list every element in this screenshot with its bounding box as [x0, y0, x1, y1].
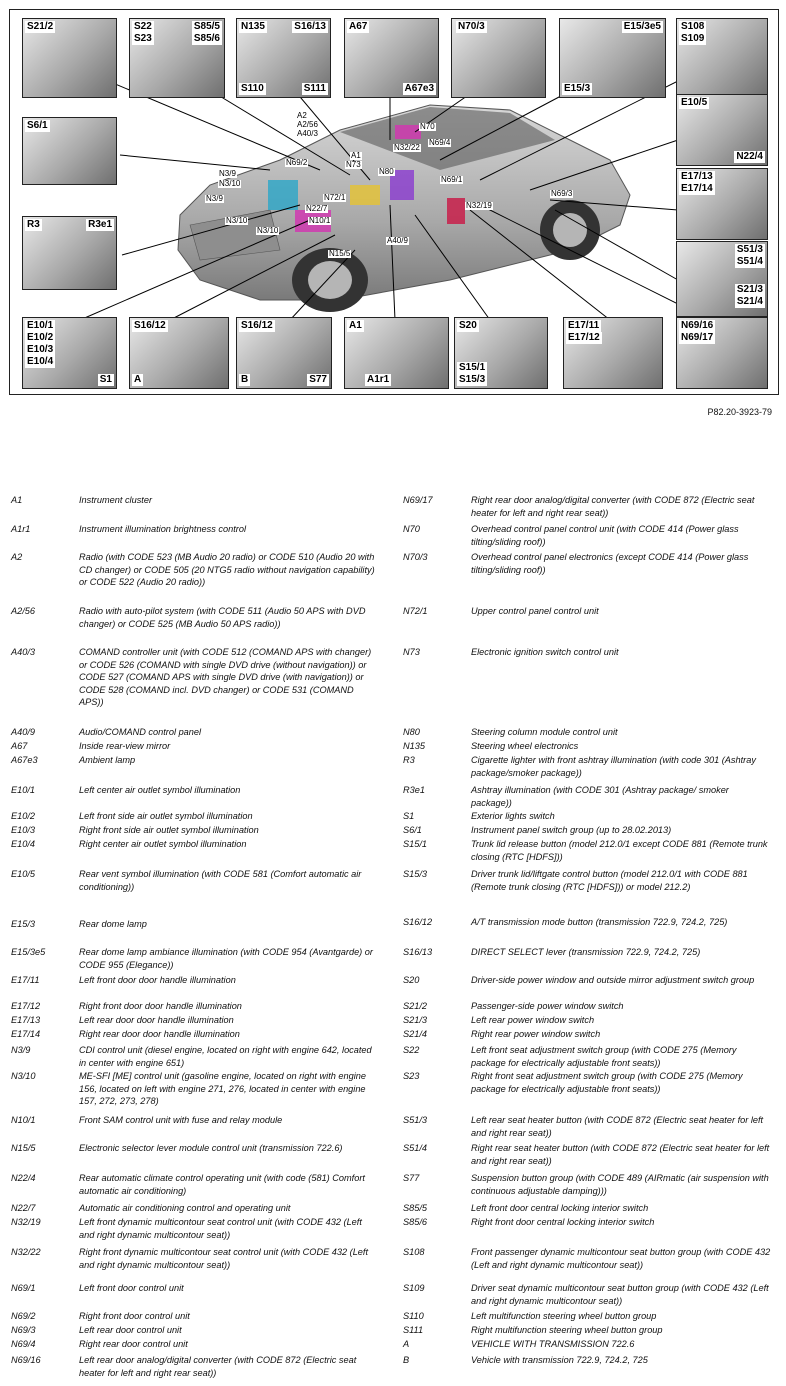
- legend-code: E10/4: [11, 839, 36, 849]
- inset-label: S85/5: [193, 21, 220, 32]
- inset-label: S16/13: [294, 21, 326, 32]
- legend-code: S23: [403, 1071, 420, 1081]
- legend-code: B: [403, 1355, 410, 1365]
- inset-n69-16: [676, 317, 768, 389]
- legend-description: Vehicle with transmission 722.9, 724.2, 725: [471, 1355, 648, 1365]
- inset-label: E15/3e5: [623, 21, 661, 32]
- legend-description: Left center air outlet symbol illumination: [79, 785, 241, 795]
- inset-label: S85/6: [193, 33, 220, 44]
- callout-label: N15/5: [329, 249, 351, 258]
- inset-e17-13: [676, 168, 768, 240]
- legend-code: N22/7: [11, 1203, 36, 1213]
- inset-label: N135: [241, 21, 265, 32]
- legend-description: Front passenger dynamic multicontour seat button group (with CODE 432 (Left and right dynamic multicontour seat)): [471, 1247, 771, 1270]
- legend-code: R3: [403, 755, 415, 765]
- legend-description: Instrument illumination brightness control: [79, 524, 246, 534]
- inset-label: S20: [459, 320, 477, 331]
- legend-code: S108: [403, 1247, 425, 1257]
- inset-e17-11: [563, 317, 663, 389]
- legend-description: Rear automatic climate control operating unit (with code (581) Comfort automatic air conditioning): [79, 1173, 365, 1196]
- legend-description: Automatic air conditioning control and operating unit: [79, 1203, 291, 1213]
- legend-description: COMAND controller unit (with CODE 512 (COMAND APS with changer) or CODE 526 (COMAND with single DVD drive (without navigation)) or CODE 527 (COMAND APS with single DVD drive (with navigation)) or CODE 528 (COMAND incl. DVD changer) or CODE 531 (COMAND APS)): [79, 647, 372, 707]
- legend-code: S21/4: [403, 1029, 428, 1039]
- callout-label: N69/1: [441, 175, 463, 184]
- inset-s20: [454, 317, 548, 389]
- inset-label: A1r1: [367, 374, 390, 385]
- legend-code: S109: [403, 1283, 425, 1293]
- legend-code: S111: [403, 1325, 424, 1335]
- legend-code: S15/3: [403, 869, 428, 879]
- legend-code: N69/3: [11, 1325, 36, 1335]
- legend-description: Suspension button group (with CODE 489 (AIRmatic (air suspension with continuous adjustable damping))): [471, 1173, 769, 1196]
- legend-code: S21/3: [403, 1015, 428, 1025]
- callout-label: N3/10: [257, 226, 279, 235]
- legend-description: Radio with auto-pilot system (with CODE 511 (Audio 50 APS with DVD changer) or CODE 525 (MB Audio 50 APS radio)): [79, 606, 366, 629]
- inset-label: B: [241, 374, 249, 385]
- legend-code: N69/16: [11, 1355, 41, 1365]
- legend-description: Left rear door control unit: [79, 1325, 182, 1335]
- legend-code: N15/5: [11, 1143, 36, 1153]
- inset-label: S22: [134, 21, 152, 32]
- inset-s51-3: [676, 241, 768, 317]
- legend-description: Upper control panel control unit: [471, 606, 599, 616]
- legend-code: S85/5: [403, 1203, 428, 1213]
- legend-description: Right multifunction steering wheel button group: [471, 1325, 663, 1335]
- legend-code: N32/19: [11, 1217, 41, 1227]
- legend-code: S21/2: [403, 1001, 428, 1011]
- legend-code: A2/56: [11, 606, 36, 616]
- legend-code: S16/12: [403, 917, 433, 927]
- inset-r3: [22, 216, 117, 290]
- inset-s108: [676, 18, 768, 98]
- legend-code: A67: [11, 741, 28, 751]
- legend-code: N69/1: [11, 1283, 36, 1293]
- legend-code: S110: [403, 1311, 424, 1321]
- callout-label: A2/56: [297, 120, 318, 129]
- legend-code: A40/3: [11, 647, 36, 657]
- legend-description: Ashtray illumination (with CODE 301 (Ashtray package/ smoker package)): [471, 785, 729, 808]
- callout-label: N32/22: [394, 143, 420, 152]
- legend-code: E10/2: [11, 811, 36, 821]
- legend-description: Trunk lid release button (model 212.0/1 except CODE 881 (Remote trunk closing (RTC [HDFS])): [471, 839, 768, 862]
- inset-label: S1: [99, 374, 112, 385]
- legend-description: Audio/COMAND control panel: [79, 727, 202, 737]
- legend-description: Ambient lamp: [79, 755, 136, 765]
- inset-label: E17/14: [681, 183, 713, 194]
- legend-description: Driver-side power window and outside mirror adjustment switch group: [471, 975, 755, 985]
- legend-description: Exterior lights switch: [471, 811, 555, 821]
- legend-description: Right front dynamic multicontour seat control unit (with CODE 432 (Left and right dynamic multicontour seat)): [79, 1247, 369, 1270]
- legend-description: Left front side air outlet symbol illumination: [79, 811, 253, 821]
- legend-code: S1: [403, 811, 415, 821]
- legend-code: S6/1: [403, 825, 422, 835]
- inset-label: S15/1: [459, 362, 486, 373]
- legend-code: S85/6: [403, 1217, 428, 1227]
- legend-code: E10/1: [11, 785, 36, 795]
- legend-code: N69/2: [11, 1311, 36, 1321]
- inset-s21-2: [22, 18, 117, 98]
- legend-code: E10/5: [11, 869, 36, 879]
- legend-code: N73: [403, 647, 420, 657]
- callout-label: N3/10: [226, 216, 248, 225]
- callout-label: A1: [351, 151, 361, 160]
- legend-description: Electronic selector lever module control unit (transmission 722.6): [79, 1143, 343, 1153]
- legend-description: Overhead control panel electronics (except CODE 414 (Power glass tilting/sliding roof)): [471, 552, 749, 575]
- legend-description: A/T transmission mode button (transmission 722.9, 724.2, 725): [471, 917, 728, 927]
- inset-label: S15/3: [459, 374, 486, 385]
- inset-label: A67: [349, 21, 368, 32]
- legend-code: S51/4: [403, 1143, 428, 1153]
- inset-label: S51/4: [736, 256, 763, 267]
- callout-label: N69/4: [429, 138, 451, 147]
- legend-description: Driver trunk lid/liftgate control button (model 212.0/1 with CODE 881 (Remote trunk closing (RTC [HDFS])) or model 212.2): [471, 869, 748, 892]
- legend-code: N80: [403, 727, 420, 737]
- callout-label: N69/2: [286, 158, 308, 167]
- legend-code: S51/3: [403, 1115, 428, 1125]
- legend-description: CDI control unit (diesel engine, located on right with engine 642, located in center with engine 651): [79, 1045, 372, 1068]
- inset-label: S108: [681, 21, 705, 32]
- legend-code: N70: [403, 524, 420, 534]
- legend-code: N69/4: [11, 1339, 36, 1349]
- legend-code: S22: [403, 1045, 420, 1055]
- legend-description: Right rear door analog/digital converter (with CODE 872 (Electric seat heater for left and right rear seat)): [471, 495, 755, 518]
- legend-code: E17/13: [11, 1015, 41, 1025]
- inset-label: E10/5: [681, 97, 708, 108]
- legend-code: E10/3: [11, 825, 36, 835]
- legend-code: N3/10: [11, 1071, 36, 1081]
- inset-e10-1: [22, 317, 117, 389]
- legend-description: Instrument cluster: [79, 495, 153, 505]
- legend-code: N72/1: [403, 606, 428, 616]
- legend-code: S77: [403, 1173, 420, 1183]
- legend-code: S16/13: [403, 947, 433, 957]
- legend-code: S15/1: [403, 839, 428, 849]
- callout-label: N3/9: [206, 194, 223, 203]
- legend-description: Left rear power window switch: [471, 1015, 595, 1025]
- inset-label: N69/17: [681, 332, 714, 343]
- legend-description: Passenger-side power window switch: [471, 1001, 624, 1011]
- legend-description: Left rear seat heater button (with CODE 872 (Electric seat heater for left and right rear seat)): [471, 1115, 764, 1138]
- inset-s16-12-b: [236, 317, 332, 389]
- legend-description: Right front door door handle illumination: [79, 1001, 242, 1011]
- legend-code: A1r1: [11, 524, 31, 534]
- legend-description: Left rear door door handle illumination: [79, 1015, 234, 1025]
- legend-code: E15/3: [11, 919, 36, 929]
- inset-label: R3e1: [88, 219, 112, 230]
- legend-code: E17/11: [11, 975, 40, 985]
- callout-label: N73: [346, 160, 361, 169]
- inset-label: E10/3: [27, 344, 54, 355]
- inset-a67: [344, 18, 439, 98]
- legend-code: R3e1: [403, 785, 425, 795]
- legend-description: Overhead control panel control unit (with CODE 414 (Power glass tilting/sliding roof)): [471, 524, 739, 547]
- callout-label: N3/10: [219, 179, 241, 188]
- legend-description: Radio (with CODE 523 (MB Audio 20 radio) or CODE 510 (Audio 20 with CD changer) or CODE 505 (20 NTG5 radio without navigation capability) or CODE 522 (Audio 20 radio)): [79, 552, 375, 587]
- legend-code: A40/9: [11, 727, 36, 737]
- legend-description: Right rear door control unit: [79, 1339, 188, 1349]
- legend-code: E17/12: [11, 1001, 41, 1011]
- legend-description: Steering column module control unit: [471, 727, 618, 737]
- inset-label: E10/1: [27, 320, 54, 331]
- inset-label: S21/4: [736, 296, 763, 307]
- inset-label: N69/16: [681, 320, 714, 331]
- legend-description: Right rear door door handle illumination: [79, 1029, 240, 1039]
- legend-description: Left front door central locking interior switch: [471, 1203, 649, 1213]
- inset-e15-3: [559, 18, 666, 98]
- legend-description: Inside rear-view mirror: [79, 741, 171, 751]
- legend-description: Right front door control unit: [79, 1311, 190, 1321]
- callout-label: N69/3: [551, 189, 573, 198]
- legend-description: Left rear door analog/digital converter (with CODE 872 (Electric seat heater for left and right rear seat)): [79, 1355, 357, 1378]
- legend-description: Right rear seat heater button (with CODE 872 (Electric seat heater for left and right rear seat)): [471, 1143, 770, 1166]
- inset-e10-5: [676, 94, 768, 166]
- legend-code: N135: [403, 741, 425, 751]
- inset-label: S51/3: [736, 244, 763, 255]
- inset-label: S6/1: [27, 120, 48, 131]
- legend-description: Left front door control unit: [79, 1283, 184, 1293]
- legend-code: E15/3e5: [11, 947, 46, 957]
- legend-description: Electronic ignition switch control unit: [471, 647, 619, 657]
- callout-label: N22/7: [306, 204, 328, 213]
- legend-code: N22/4: [11, 1173, 36, 1183]
- legend-code: S20: [403, 975, 420, 985]
- callout-label: A40/9: [387, 236, 408, 245]
- legend-description: VEHICLE WITH TRANSMISSION 722.6: [471, 1339, 635, 1349]
- callout-label: A40/3: [297, 129, 318, 138]
- legend-description: Left multifunction steering wheel button group: [471, 1311, 657, 1321]
- legend-description: Front SAM control unit with fuse and relay module: [79, 1115, 283, 1125]
- inset-label: R3: [27, 219, 40, 230]
- inset-label: S109: [681, 33, 705, 44]
- inset-label: A1: [349, 320, 362, 331]
- callout-label: N32/19: [466, 201, 492, 210]
- legend-description: Rear dome lamp ambiance illumination (with CODE 954 (Avantgarde) or CODE 955 (Elegance)): [79, 947, 373, 970]
- legend-code: A: [403, 1339, 410, 1349]
- legend-code: A2: [11, 552, 23, 562]
- inset-label: S77: [309, 374, 327, 385]
- inset-label: S111: [303, 83, 326, 94]
- legend-description: Instrument panel switch group (up to 28.02.2013): [471, 825, 672, 835]
- callout-label: N70: [420, 122, 435, 131]
- inset-label: A: [134, 374, 142, 385]
- inset-label: S21/3: [736, 284, 763, 295]
- inset-label: S16/12: [134, 320, 166, 331]
- inset-label: E17/13: [681, 171, 713, 182]
- figure-reference: P82.20-3923-79: [707, 407, 772, 417]
- legend-code: N70/3: [403, 552, 428, 562]
- legend-description: Right front door central locking interior switch: [471, 1217, 655, 1227]
- legend-description: DIRECT SELECT lever (transmission 722.9, 724.2, 725): [471, 947, 701, 957]
- inset-s22: [129, 18, 225, 98]
- component-location-figure: [9, 9, 779, 395]
- callout-label: N3/9: [219, 169, 236, 178]
- inset-label: N70/3: [458, 21, 485, 32]
- inset-label: S23: [134, 33, 152, 44]
- inset-s6-1: [22, 117, 117, 185]
- legend-description: Cigarette lighter with front ashtray illumination (with code 301 (Ashtray package/smoker package)): [471, 755, 756, 778]
- legend-description: Left front seat adjustment switch group (with CODE 275 (Memory package for electrically adjustable front seats)): [471, 1045, 737, 1068]
- inset-label: A67e3: [404, 83, 434, 94]
- legend-description: Left front door door handle illumination: [79, 975, 236, 985]
- inset-a1: [344, 317, 449, 389]
- inset-label: E17/12: [568, 332, 600, 343]
- inset-label: E15/3: [564, 83, 591, 94]
- inset-label: E10/2: [27, 332, 54, 343]
- inset-n135: [236, 18, 331, 98]
- callout-label: N10/1: [309, 216, 331, 225]
- inset-label: S21/2: [27, 21, 54, 32]
- legend-code: N32/22: [11, 1247, 41, 1257]
- inset-label: S110: [241, 83, 264, 94]
- legend-code: A1: [11, 495, 23, 505]
- inset-s16-12-a: [129, 317, 229, 389]
- callout-label: A2: [297, 111, 307, 120]
- legend-code: N69/17: [403, 495, 433, 505]
- inset-label: N22/4: [736, 151, 763, 162]
- legend-description: Right front side air outlet symbol illumination: [79, 825, 259, 835]
- legend-description: Left front dynamic multicontour seat control unit (with CODE 432 (Left and right dynamic multicontour seat)): [79, 1217, 362, 1240]
- legend-description: Rear dome lamp: [79, 919, 147, 929]
- legend-code: E17/14: [11, 1029, 41, 1039]
- legend-description: Driver seat dynamic multicontour seat button group (with CODE 432 (Left and right dynamic multicontour seat)): [471, 1283, 769, 1306]
- inset-label: S16/12: [241, 320, 273, 331]
- inset-label: E10/4: [27, 356, 54, 367]
- legend-description: Rear vent symbol illumination (with CODE 581 (Comfort automatic air conditioning)): [79, 869, 362, 892]
- legend-description: Right front seat adjustment switch group (with CODE 275 (Memory package for electrically adjustable front seats)): [471, 1071, 743, 1094]
- callout-label: N80: [379, 167, 394, 176]
- legend-description: Right rear power window switch: [471, 1029, 601, 1039]
- legend-code: N10/1: [11, 1115, 36, 1125]
- legend-code: N3/9: [11, 1045, 31, 1055]
- legend-description: Right center air outlet symbol illumination: [79, 839, 247, 849]
- legend-description: ME-SFI [ME] control unit (gasoline engine, located on right with engine 156, located on left with engine 271, 276, located in center with engine 157, 272, 273, 278): [79, 1071, 367, 1106]
- legend-code: A67e3: [11, 755, 38, 765]
- inset-n70-3: [451, 18, 546, 98]
- callout-label: N72/1: [324, 193, 346, 202]
- inset-label: E17/11: [568, 320, 600, 331]
- legend-description: Steering wheel electronics: [471, 741, 579, 751]
